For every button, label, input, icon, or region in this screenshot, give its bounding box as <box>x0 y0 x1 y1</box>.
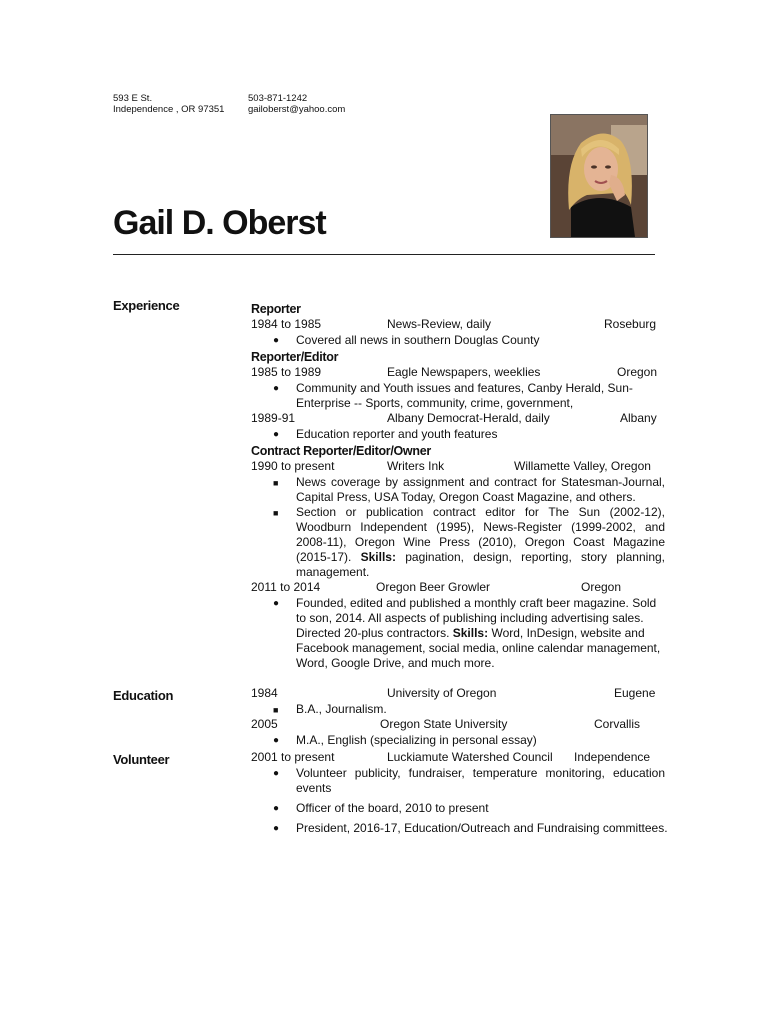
list-item: ■ B.A., Journalism. <box>273 702 387 716</box>
job-org: Writers Ink <box>387 459 445 473</box>
list-item: ● Officer of the board, 2010 to present <box>273 801 489 815</box>
bullet-square-icon: ■ <box>273 705 279 715</box>
education-row <box>251 686 665 702</box>
job-org: News-Review, daily <box>387 317 492 331</box>
job-dates: 1985 to 1989 <box>251 365 322 379</box>
bullet-square-icon: ■ <box>273 508 279 518</box>
list-item: ■ News coverage by assignment and contract for Statesman-Journal, Capital Press, USA Today, Oregon Coast Magazine, and others. <box>273 475 665 504</box>
list-item: ■ Section or publication contract editor for The Sun (2002-12), Woodburn Independent (1995), News-Register (1999-2002, and 2008-11), Oregon Wine Press (2010), Oregon Coast Magazine (2015-17). Skills: pagination, design, reporting, story planning, management. <box>273 505 666 579</box>
job-dates: 1990 to present <box>251 459 335 473</box>
edu-place: Eugene <box>614 686 656 700</box>
phone-number: 503-871-1242 <box>248 93 308 104</box>
list-item: ● Community and Youth issues and features, Canby Herald, Sun- Enterprise -- Sports, community, crime, government, <box>273 381 633 410</box>
bullet-list <box>251 596 665 671</box>
bullet-list <box>251 333 665 348</box>
job-row <box>251 317 665 333</box>
job-row <box>251 459 665 475</box>
email-address: gailoberst@yahoo.com <box>248 104 346 115</box>
bullet-dot-icon: ● <box>273 429 280 440</box>
list-item: ● Volunteer publicity, fundraiser, temperature monitoring, education events <box>273 766 665 795</box>
job-place: Roseburg <box>604 317 657 331</box>
edu-school: University of Oregon <box>387 686 497 700</box>
edu-place: Corvallis <box>594 717 641 731</box>
list-item: ● M.A., English (specializing in personal essay) <box>273 733 537 747</box>
portrait-photo <box>550 114 648 238</box>
list-item: ● Covered all news in southern Douglas County <box>273 333 540 347</box>
list-item: ● Education reporter and youth features <box>273 427 498 441</box>
job-dates: 1984 to 1985 <box>251 317 322 331</box>
edu-school: Oregon State University <box>380 717 508 731</box>
section-experience: Experience <box>113 298 180 313</box>
volunteer-body <box>251 750 668 836</box>
bullet-dot-icon: ● <box>273 803 280 814</box>
bullet-list <box>251 475 665 580</box>
job-place: Oregon <box>617 365 658 379</box>
edu-year: 2005 <box>251 717 278 731</box>
list-item: ● Founded, edited and published a monthly craft beer magazine. Sold to son, 2014. All aspects of publishing including advertising sales. Directed 20-plus contractors. Skills: Word, InDesign, website and Facebook management, social media, online calendar management, Word, Google Drive, and much more. <box>273 596 661 670</box>
bullet-list <box>251 702 665 717</box>
education-body <box>251 686 665 748</box>
volunteer-row <box>251 750 665 766</box>
header-divider <box>113 254 655 255</box>
bullet-dot-icon: ● <box>273 335 280 346</box>
job-place: Albany <box>620 411 657 425</box>
job-dates: 2011 to 2014 <box>251 580 321 594</box>
role-title: Reporter/Editor <box>251 350 339 364</box>
job-row <box>251 365 665 381</box>
education-row <box>251 717 665 733</box>
address-line-1: 593 E St. <box>113 93 153 104</box>
job-org: Oregon Beer Growler <box>376 580 491 594</box>
resume-body <box>251 302 665 671</box>
job-place: Willamette Valley, Oregon <box>514 459 651 473</box>
portrait-illustration <box>551 115 647 237</box>
vol-org: Luckiamute Watershed Council <box>387 750 553 764</box>
job-org: Eagle Newspapers, weeklies <box>387 365 541 379</box>
bullet-list <box>251 733 665 748</box>
bullet-square-icon: ■ <box>273 478 279 488</box>
job-place: Oregon <box>581 580 622 594</box>
bullet-dot-icon: ● <box>273 823 280 834</box>
bullet-dot-icon: ● <box>273 383 280 394</box>
address-line-2: Independence , OR 97351 <box>113 104 225 115</box>
section-education: Education <box>113 688 174 703</box>
vol-dates: 2001 to present <box>251 750 335 764</box>
bullet-dot-icon: ● <box>273 598 280 609</box>
address-block <box>113 93 224 115</box>
job-row <box>251 411 665 427</box>
list-item: ● President, 2016-17, Education/Outreach and Fundraising committees. <box>273 821 668 835</box>
bullet-list <box>251 427 665 442</box>
job-row <box>251 580 665 596</box>
bullet-dot-icon: ● <box>273 768 280 779</box>
role-title: Contract Reporter/Editor/Owner <box>251 444 431 458</box>
candidate-name: Gail D. Oberst <box>113 204 326 242</box>
section-volunteer: Volunteer <box>113 752 170 767</box>
vol-place: Independence <box>574 750 651 764</box>
edu-year: 1984 <box>251 686 278 700</box>
job-org: Albany Democrat-Herald, daily <box>387 411 550 425</box>
bullet-list <box>251 381 665 411</box>
role-title: Reporter <box>251 302 301 316</box>
contact-block <box>248 93 345 115</box>
bullet-list <box>251 766 668 836</box>
job-dates: 1989-91 <box>251 411 296 425</box>
bullet-dot-icon: ● <box>273 735 280 746</box>
